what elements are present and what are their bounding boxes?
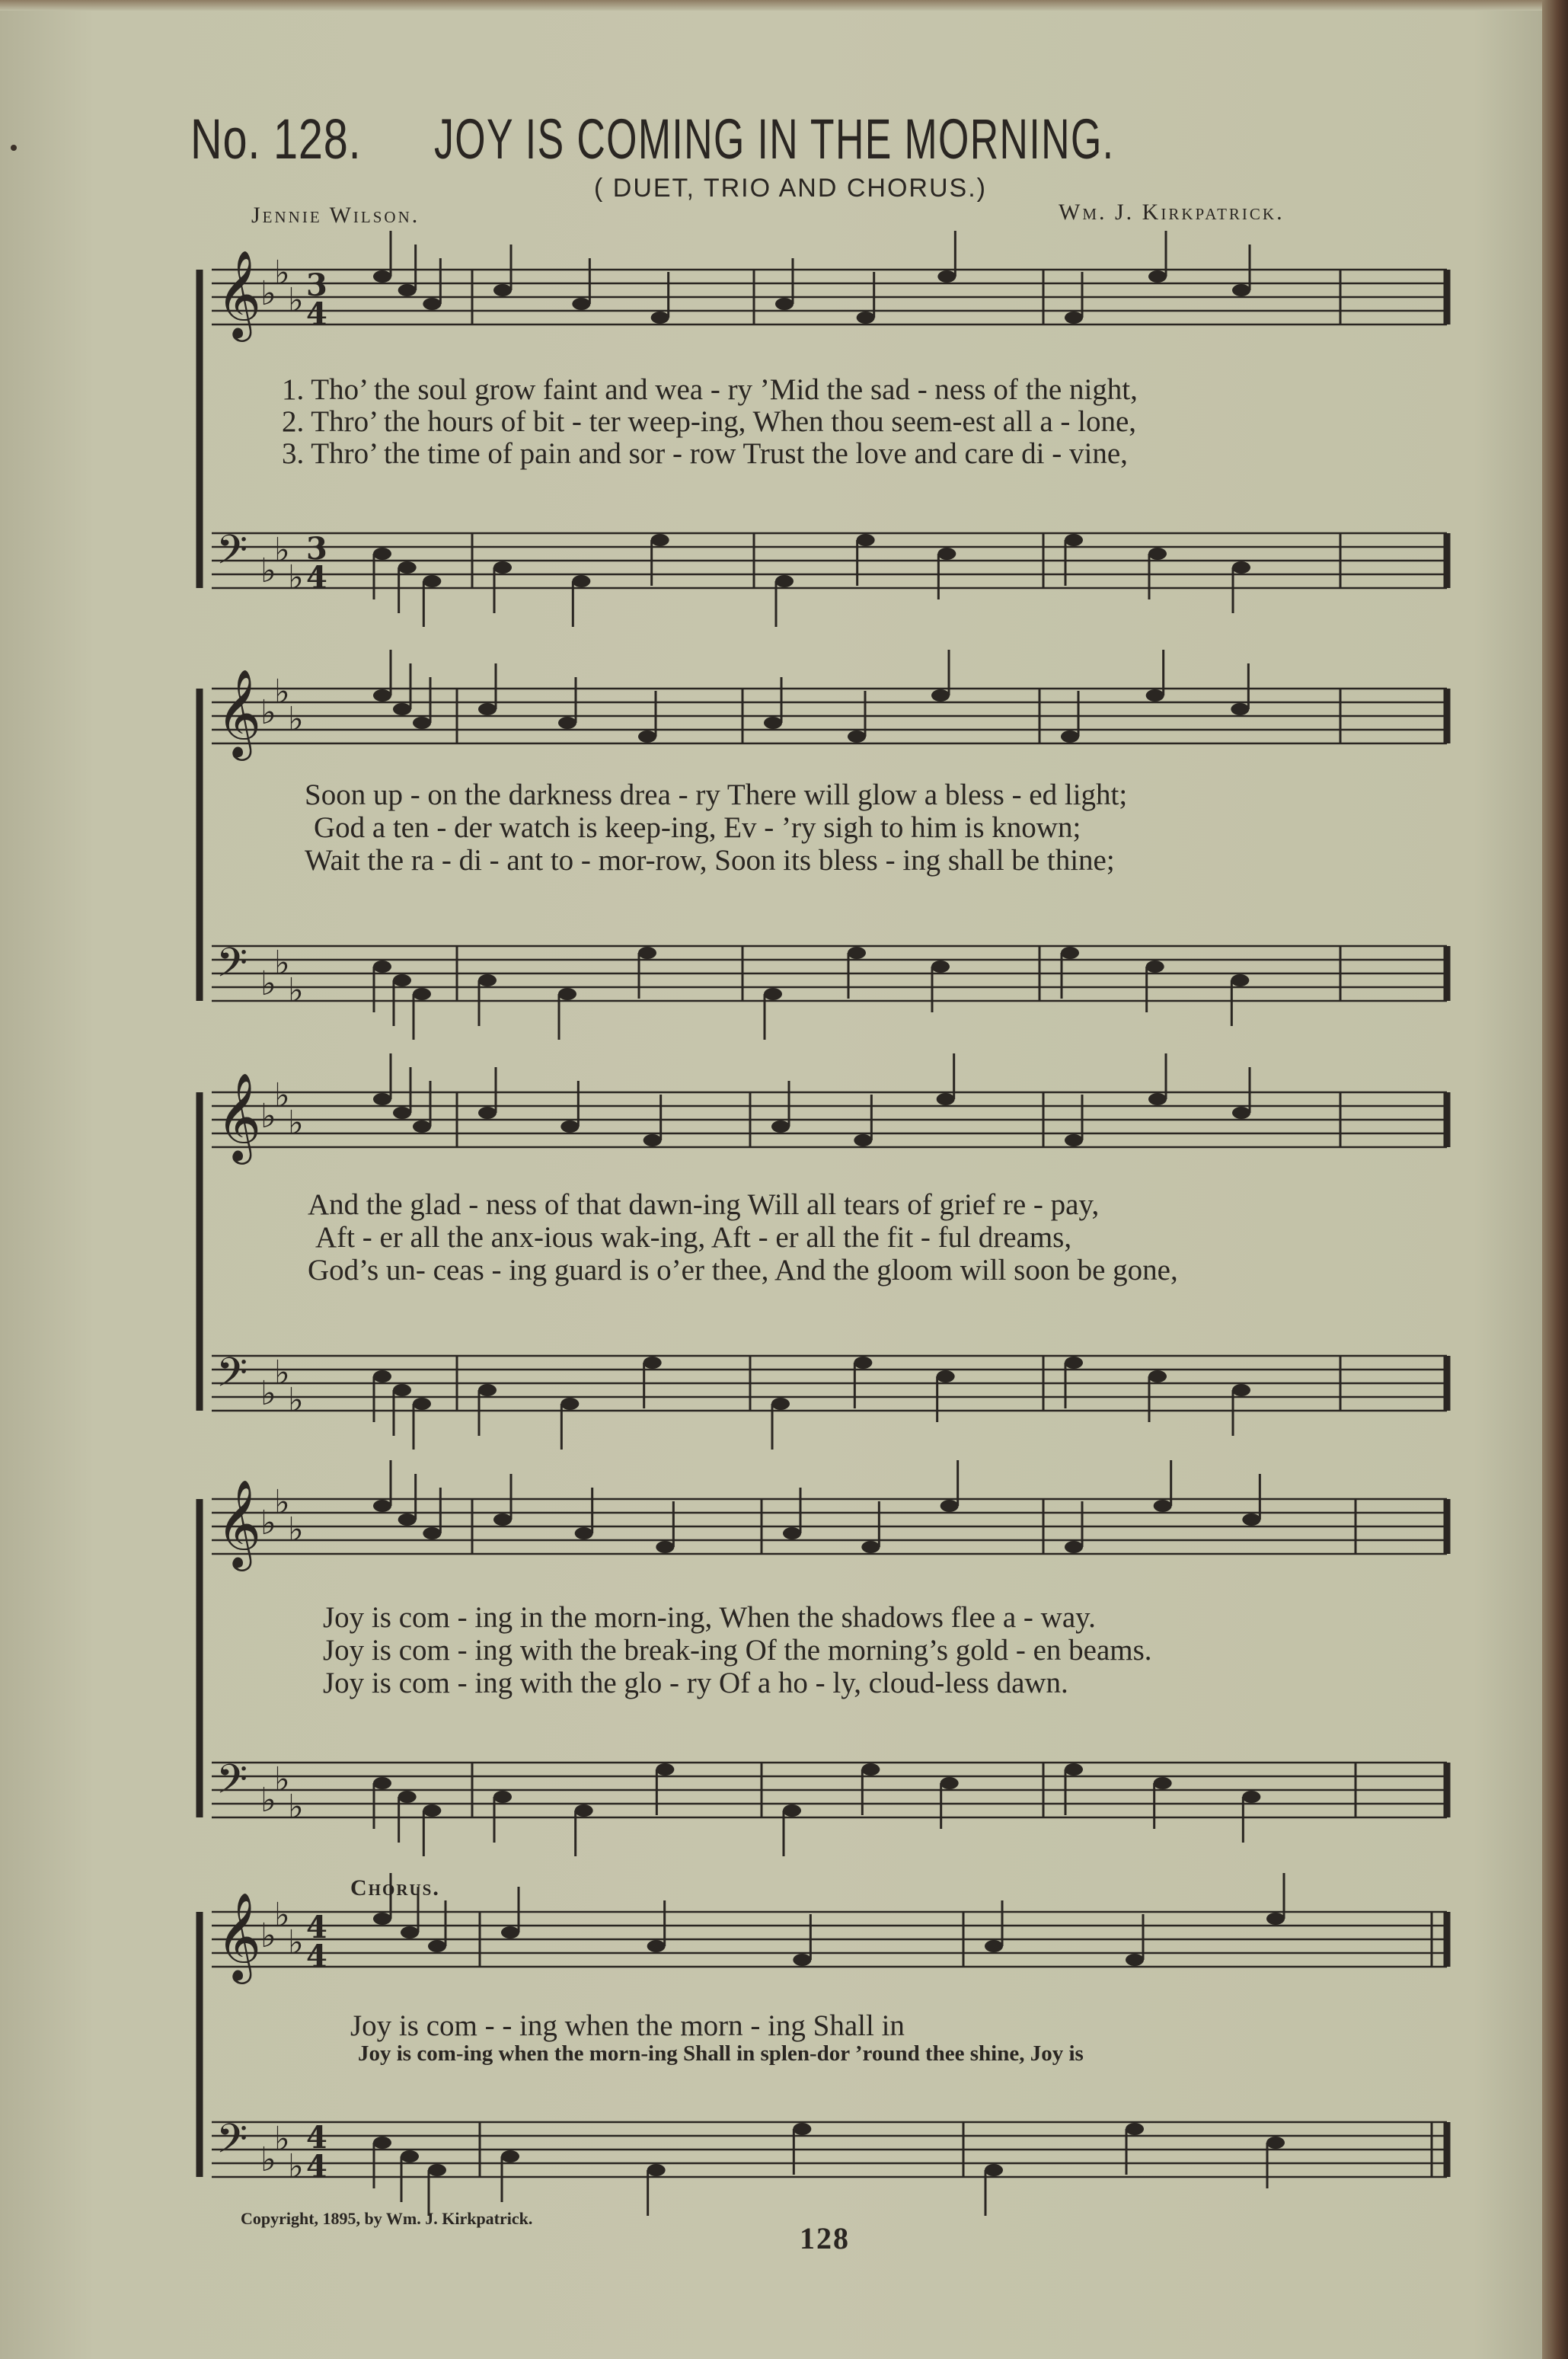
note-head bbox=[478, 703, 497, 715]
note-head bbox=[937, 548, 956, 560]
note-head bbox=[1242, 1791, 1260, 1803]
bass-clef-icon: 𝄢 bbox=[216, 1350, 248, 1406]
note-head bbox=[656, 1763, 674, 1776]
flat-icon: ♭ bbox=[274, 531, 290, 570]
note-head bbox=[373, 689, 391, 702]
flat-icon: ♭ bbox=[288, 1381, 304, 1420]
verse-3-line-1: 3. Thro’ the time of pain and sor - row Trust the love and care di - vine, bbox=[282, 437, 1128, 470]
note-head bbox=[1266, 2137, 1285, 2149]
verse-1-line-2: Soon up - on the darkness drea - ry There will glow a bless - ed light; bbox=[305, 778, 1128, 811]
note-head bbox=[1065, 1357, 1083, 1369]
flat-icon: ♭ bbox=[274, 2120, 290, 2159]
note-head bbox=[575, 1527, 593, 1539]
note-head bbox=[771, 1398, 790, 1410]
note-head bbox=[940, 1777, 959, 1789]
note-head bbox=[985, 2164, 1003, 2176]
time-signature-bottom: 4 bbox=[306, 296, 327, 332]
flat-icon: ♭ bbox=[288, 281, 304, 320]
note-head bbox=[1148, 1093, 1167, 1105]
note-head bbox=[1061, 947, 1079, 959]
note-head bbox=[651, 312, 669, 324]
flat-icon: ♭ bbox=[260, 551, 276, 590]
note-head bbox=[940, 1500, 959, 1512]
note-head bbox=[373, 2137, 391, 2149]
note-head bbox=[572, 298, 590, 310]
note-head bbox=[493, 284, 512, 296]
note-head bbox=[775, 575, 794, 587]
note-head bbox=[413, 717, 431, 729]
verse-2-line-2: God a ten - der watch is keep-ing, Ev - ’ry sigh to him is known; bbox=[314, 811, 1081, 844]
verse-3-line-3: God’s un- ceas - ing guard is o’er thee, And the gloom will soon be gone, bbox=[308, 1254, 1178, 1287]
note-head bbox=[398, 561, 417, 574]
note-head bbox=[651, 534, 669, 546]
note-head bbox=[398, 1514, 417, 1526]
note-head bbox=[1232, 1107, 1250, 1119]
note-head bbox=[393, 703, 411, 715]
note-head bbox=[1232, 561, 1250, 574]
verse-1-line-3: And the glad - ness of that dawn-ing Will all tears of grief re - pay, bbox=[308, 1188, 1100, 1221]
note-head bbox=[493, 1514, 512, 1526]
treble-clef-icon: 𝄞 bbox=[216, 668, 262, 757]
flat-icon: ♭ bbox=[260, 1097, 276, 1136]
note-head bbox=[1231, 703, 1249, 715]
note-head bbox=[493, 1791, 512, 1803]
note-head bbox=[1065, 312, 1083, 324]
flat-icon: ♭ bbox=[288, 558, 304, 597]
flat-icon: ♭ bbox=[274, 1896, 290, 1935]
note-head bbox=[937, 270, 956, 283]
treble-clef-icon: 𝄞 bbox=[216, 249, 262, 338]
note-head bbox=[783, 1804, 801, 1817]
note-head bbox=[1148, 1370, 1167, 1382]
bass-clef-icon: 𝄢 bbox=[216, 1756, 248, 1813]
flat-icon: ♭ bbox=[288, 971, 304, 1010]
note-head bbox=[1146, 689, 1164, 702]
note-head bbox=[1232, 284, 1250, 296]
time-signature-top: 4 bbox=[306, 1910, 327, 1945]
note-head bbox=[1065, 1134, 1083, 1146]
bass-clef-icon: 𝄢 bbox=[216, 2116, 248, 2172]
note-head bbox=[423, 575, 441, 587]
note-head bbox=[638, 730, 656, 743]
note-head bbox=[1231, 974, 1249, 986]
note-head bbox=[937, 1370, 955, 1382]
flat-icon: ♭ bbox=[260, 1504, 276, 1542]
bass-clef-icon: 𝄢 bbox=[216, 940, 248, 996]
note-head bbox=[937, 1093, 955, 1105]
treble-clef-icon: 𝄞 bbox=[216, 1072, 262, 1161]
note-head bbox=[373, 548, 391, 560]
composer-credit: Wm. J. Kirkpatrick. bbox=[1059, 200, 1285, 225]
note-head bbox=[501, 1926, 519, 1939]
flat-icon: ♭ bbox=[288, 2147, 304, 2186]
note-head bbox=[1126, 1954, 1144, 1966]
verse-3-line-2: Wait the ra - di - ant to - mor-row, Soon its bless - ing shall be thine; bbox=[305, 844, 1115, 877]
chorus-treble-lyric: Joy is com - - ing when the morn - ing Shall in bbox=[350, 2009, 905, 2042]
note-head bbox=[558, 717, 576, 729]
time-signature-bottom: 4 bbox=[306, 1939, 327, 1974]
note-head bbox=[478, 1384, 497, 1396]
hymn-title: JOY IS COMING IN THE MORNING. bbox=[434, 107, 1115, 171]
note-head bbox=[931, 961, 950, 973]
flat-icon: ♭ bbox=[260, 1916, 276, 1955]
note-head bbox=[931, 689, 950, 702]
treble-clef-icon: 𝄞 bbox=[216, 1478, 262, 1568]
verse-2-line-4: Joy is com - ing with the break-ing Of the morning’s gold - en beams. bbox=[323, 1634, 1152, 1667]
note-head bbox=[478, 1107, 497, 1119]
note-head bbox=[428, 2164, 446, 2176]
note-head bbox=[478, 974, 497, 986]
note-head bbox=[1266, 1913, 1285, 1925]
flat-icon: ♭ bbox=[260, 964, 276, 1003]
note-head bbox=[985, 1940, 1003, 1952]
time-signature-bottom: 4 bbox=[306, 2149, 327, 2185]
note-head bbox=[413, 988, 431, 1000]
note-head bbox=[861, 1541, 880, 1553]
verse-2-line-1: 2. Thro’ the hours of bit - ter weep-ing, When thou seem-est all a - lone, bbox=[282, 405, 1137, 438]
flat-icon: ♭ bbox=[274, 673, 290, 711]
note-head bbox=[558, 988, 576, 1000]
note-head bbox=[393, 1384, 411, 1396]
note-head bbox=[1065, 1763, 1083, 1776]
note-head bbox=[423, 298, 441, 310]
note-head bbox=[373, 1777, 391, 1789]
time-signature-top: 3 bbox=[306, 531, 327, 567]
note-head bbox=[861, 1763, 880, 1776]
time-signature-top: 4 bbox=[306, 2120, 327, 2156]
note-head bbox=[401, 2150, 419, 2162]
note-head bbox=[1061, 730, 1079, 743]
flat-icon: ♭ bbox=[288, 1923, 304, 1962]
note-head bbox=[793, 1954, 811, 1966]
flat-icon: ♭ bbox=[260, 274, 276, 313]
note-head bbox=[373, 1093, 391, 1105]
time-signature-bottom: 4 bbox=[306, 560, 327, 596]
chorus-bass-lyric: Joy is com-ing when the morn-ing Shall in splen-dor ’round thee shine, Joy is bbox=[358, 2041, 1084, 2066]
note-head bbox=[638, 947, 656, 959]
verse-3-line-4: Joy is com - ing with the glo - ry Of a ho - ly, cloud-less dawn. bbox=[323, 1667, 1068, 1699]
verse-1-line-4: Joy is com - ing in the morn-ing, When the shadows flee a - way. bbox=[323, 1601, 1096, 1634]
note-head bbox=[783, 1527, 801, 1539]
flat-icon: ♭ bbox=[274, 1076, 290, 1115]
note-head bbox=[423, 1527, 441, 1539]
note-head bbox=[401, 1926, 419, 1939]
note-head bbox=[848, 730, 866, 743]
verse-1-line-1: 1. Tho’ the soul grow faint and wea - ry ’Mid the sad - ness of the night, bbox=[282, 373, 1138, 406]
note-head bbox=[793, 2123, 811, 2135]
note-head bbox=[1148, 270, 1167, 283]
flat-icon: ♭ bbox=[288, 1788, 304, 1827]
note-head bbox=[857, 312, 875, 324]
note-head bbox=[428, 1940, 446, 1952]
note-head bbox=[501, 2150, 519, 2162]
note-head bbox=[560, 1120, 579, 1133]
note-head bbox=[1154, 1777, 1172, 1789]
note-head bbox=[643, 1134, 662, 1146]
note-head bbox=[1232, 1384, 1250, 1396]
verse-2-line-3: Aft - er all the anx-ious wak-ing, Aft - er all the fit - ful dreams, bbox=[315, 1221, 1072, 1254]
note-head bbox=[413, 1120, 431, 1133]
time-signature-top: 3 bbox=[306, 267, 327, 303]
note-head bbox=[1065, 1541, 1083, 1553]
flat-icon: ♭ bbox=[274, 944, 290, 983]
treble-clef-icon: 𝄞 bbox=[216, 1891, 262, 1980]
note-head bbox=[857, 534, 875, 546]
note-head bbox=[848, 947, 866, 959]
note-head bbox=[572, 575, 590, 587]
note-head bbox=[656, 1541, 674, 1553]
note-head bbox=[1146, 961, 1164, 973]
note-head bbox=[643, 1357, 662, 1369]
note-head bbox=[647, 1940, 666, 1952]
flat-icon: ♭ bbox=[260, 1374, 276, 1413]
note-head bbox=[373, 961, 391, 973]
note-head bbox=[1242, 1514, 1260, 1526]
flat-icon: ♭ bbox=[260, 1781, 276, 1820]
flat-icon: ♭ bbox=[274, 1760, 290, 1799]
note-head bbox=[647, 2164, 666, 2176]
note-head bbox=[575, 1804, 593, 1817]
flat-icon: ♭ bbox=[288, 1510, 304, 1549]
note-head bbox=[413, 1398, 431, 1410]
note-head bbox=[1126, 2123, 1144, 2135]
note-head bbox=[764, 988, 782, 1000]
flat-icon: ♭ bbox=[288, 1104, 304, 1143]
chorus-label: Chorus. bbox=[350, 1875, 440, 1900]
note-head bbox=[854, 1357, 872, 1369]
note-head bbox=[775, 298, 794, 310]
flat-icon: ♭ bbox=[260, 693, 276, 732]
note-head bbox=[560, 1398, 579, 1410]
note-head bbox=[393, 1107, 411, 1119]
flat-icon: ♭ bbox=[274, 254, 290, 292]
flat-icon: ♭ bbox=[260, 2140, 276, 2179]
note-head bbox=[854, 1134, 872, 1146]
hymn-number: No. 128. bbox=[190, 107, 362, 171]
note-head bbox=[764, 717, 782, 729]
note-head bbox=[1148, 548, 1167, 560]
note-head bbox=[1154, 1500, 1172, 1512]
bass-clef-icon: 𝄢 bbox=[216, 527, 248, 583]
copyright-notice: Copyright, 1895, by Wm. J. Kirkpatrick. bbox=[241, 2209, 533, 2228]
note-head bbox=[771, 1120, 790, 1133]
note-head bbox=[423, 1804, 441, 1817]
hymn-subtitle: ( DUET, TRIO AND CHORUS.) bbox=[594, 174, 987, 203]
note-head bbox=[373, 1913, 391, 1925]
flat-icon: ♭ bbox=[274, 1483, 290, 1522]
note-head bbox=[398, 1791, 417, 1803]
note-head bbox=[373, 270, 391, 283]
note-head bbox=[373, 1500, 391, 1512]
note-head bbox=[1065, 534, 1083, 546]
page-number: 128 bbox=[800, 2221, 850, 2255]
lyricist-credit: Jennie Wilson. bbox=[251, 203, 420, 228]
note-head bbox=[493, 561, 512, 574]
note-head bbox=[373, 1370, 391, 1382]
note-head bbox=[398, 284, 417, 296]
note-head bbox=[393, 974, 411, 986]
flat-icon: ♭ bbox=[288, 700, 304, 739]
flat-icon: ♭ bbox=[274, 1354, 290, 1392]
